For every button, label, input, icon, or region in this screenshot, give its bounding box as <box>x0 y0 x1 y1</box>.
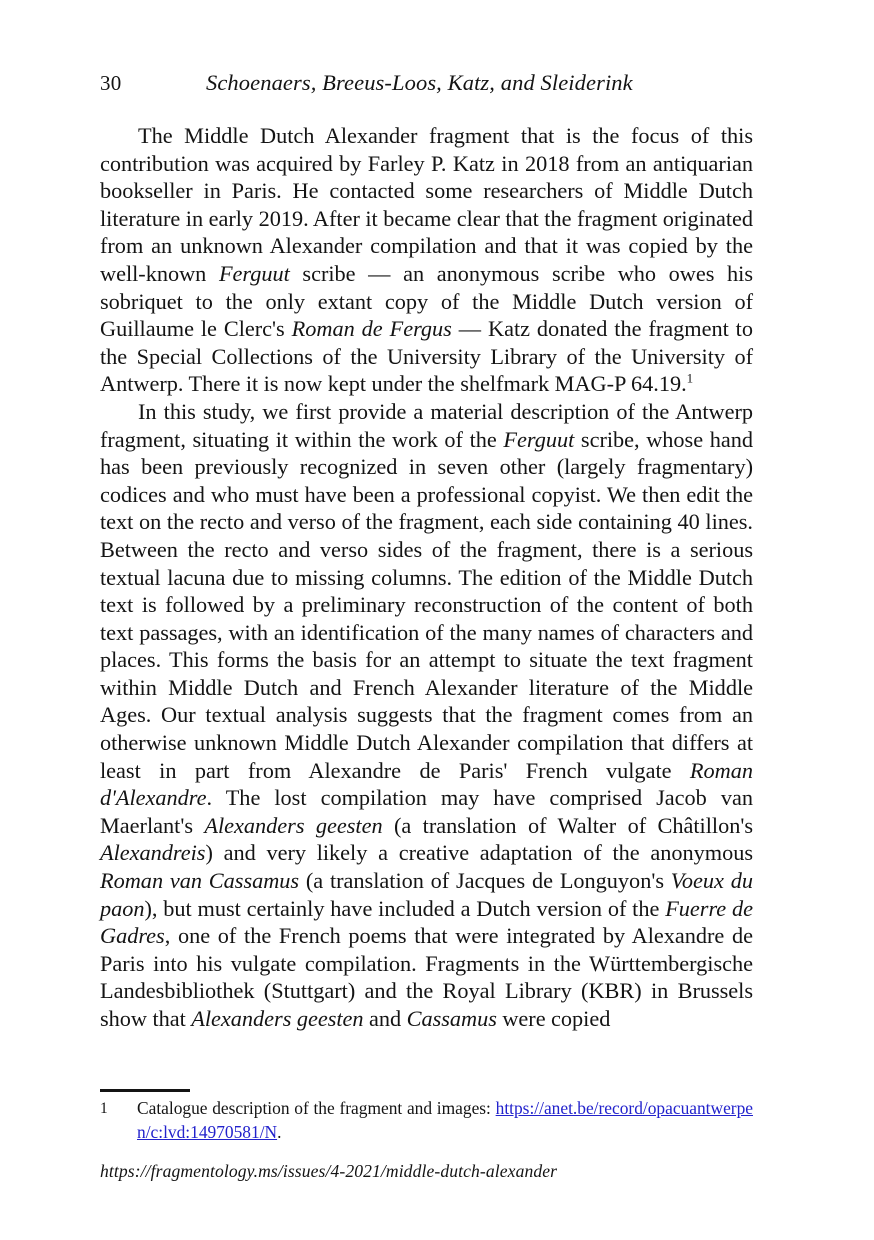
title-cassamus: Cassamus <box>406 1006 497 1031</box>
title-alexanders-geesten-2: Alexanders geesten <box>191 1006 364 1031</box>
footnote-item <box>100 1097 753 1144</box>
paragraph-2-part-10: were copied <box>496 1006 611 1031</box>
footnote-link[interactable]: https://anet.be/record/opacuantwerpen/c:lvd:14970581/N <box>137 1098 753 1142</box>
paragraph-1 <box>100 122 753 398</box>
title-alexanders-geesten-1: Alexanders geesten <box>204 812 383 838</box>
footnote-separator-rule <box>100 1089 190 1092</box>
paragraph-1-part-1: The Middle Dutch Alexander fragment that is the focus of this contribution was acquired by Farley P. Katz in 2018 from an antiquarian bookseller in Paris. He contacted some researchers of Middle Dutch literature in early 2019. After it became clear that the fragment originated from an unknown Alexander compilation and that it was copied by the well-known <box>100 123 753 286</box>
paragraph-1-part-2: scribe — an anonymous scribe who owes his sobriquet to the only extant copy of the Middle Dutch version of Guillaume le Clerc's <box>100 260 753 342</box>
paragraph-2-part-9: and <box>363 1006 407 1031</box>
page-footer-url: https://fragmentology.ms/issues/4-2021/middle-dutch-alexander <box>100 1161 558 1181</box>
footnote-body <box>137 1097 753 1144</box>
title-ferguut-1: Ferguut <box>218 260 290 286</box>
paragraph-2-part-7: ), but must certainly have included a Dutch version of the <box>144 895 666 921</box>
title-alexandreis: Alexandreis <box>100 840 206 866</box>
title-voeux-du-paon: Voeux du paon <box>100 868 753 921</box>
running-head-authors: Schoenaers, Breeus-Loos, Katz, and Sleiderink <box>206 70 633 95</box>
running-head <box>100 70 753 100</box>
title-roman-dalexandre: Roman d'Alexandre <box>100 757 753 811</box>
paragraph-2-part-2: scribe, whose hand has been previously recognized in seven other (largely fragmentary) codices and who must have been a professional copyist. We then edit the text on the recto and verso of the fragment, each side containing 40 lines. Between the recto and verso sides of the fragment, there is a serious textual lacuna due to missing columns. The edition of the Middle Dutch text is followed by a preliminary reconstruction of the content of both text passages, with an identification of the many names of characters and places. This forms the basis for an attempt to situate the text fragment within Middle Dutch and French Alexander literature of the Middle Ages. Our textual analysis suggests that the fragment comes from an otherwise unknown Middle Dutch Alexander compilation that differs at least in part from Alexandre de Paris' French vulgate <box>100 426 753 783</box>
body-text-block <box>100 122 753 1033</box>
footnote-text: Catalogue description of the fragment and images: <box>137 1098 496 1118</box>
title-roman-de-fergus: Roman de Fergus <box>291 316 452 342</box>
paragraph-2-part-3: . The lost compilation may have comprised Jacob van Maerlant's <box>100 785 753 838</box>
title-fuerre-de-gadres: Fuerre de Gadres <box>100 895 754 949</box>
footnote-trailing-period: . <box>277 1121 282 1142</box>
paragraph-2-part-4: (a translation of Walter of Châtillon's <box>382 812 753 838</box>
footnote-reference-1[interactable]: 1 <box>686 370 694 386</box>
paragraph-2-part-1: In this study, we first provide a material description of the Antwerp fragment, situating it within the work of the <box>100 398 753 452</box>
page-number: 30 <box>100 71 122 95</box>
title-roman-van-cassamus: Roman van Cassamus <box>100 868 300 894</box>
paragraph-1-part-3: — Katz donated the fragment to the Special Collections of the University Library of the University of Antwerp. There it is now kept under the shelfmark MAG-P 64.19. <box>100 316 753 397</box>
paragraph-2 <box>100 398 753 1033</box>
footnote-number: 1 <box>100 1100 108 1117</box>
paragraph-2-part-5: ) and very likely a creative adaptation of the anonymous <box>205 840 753 866</box>
footnotes-area <box>100 1097 753 1144</box>
title-ferguut-2: Ferguut <box>503 426 575 452</box>
paragraph-2-part-8: , one of the French poems that were integrated by Alexandre de Paris into his vulgate compilation. Fragments in the Württembergische Landesbibliothek (Stuttgart) and the Royal Library (KBR) in Brussels show that <box>100 923 753 1031</box>
paragraph-2-part-6: (a translation of Jacques de Longuyon's <box>299 868 671 894</box>
